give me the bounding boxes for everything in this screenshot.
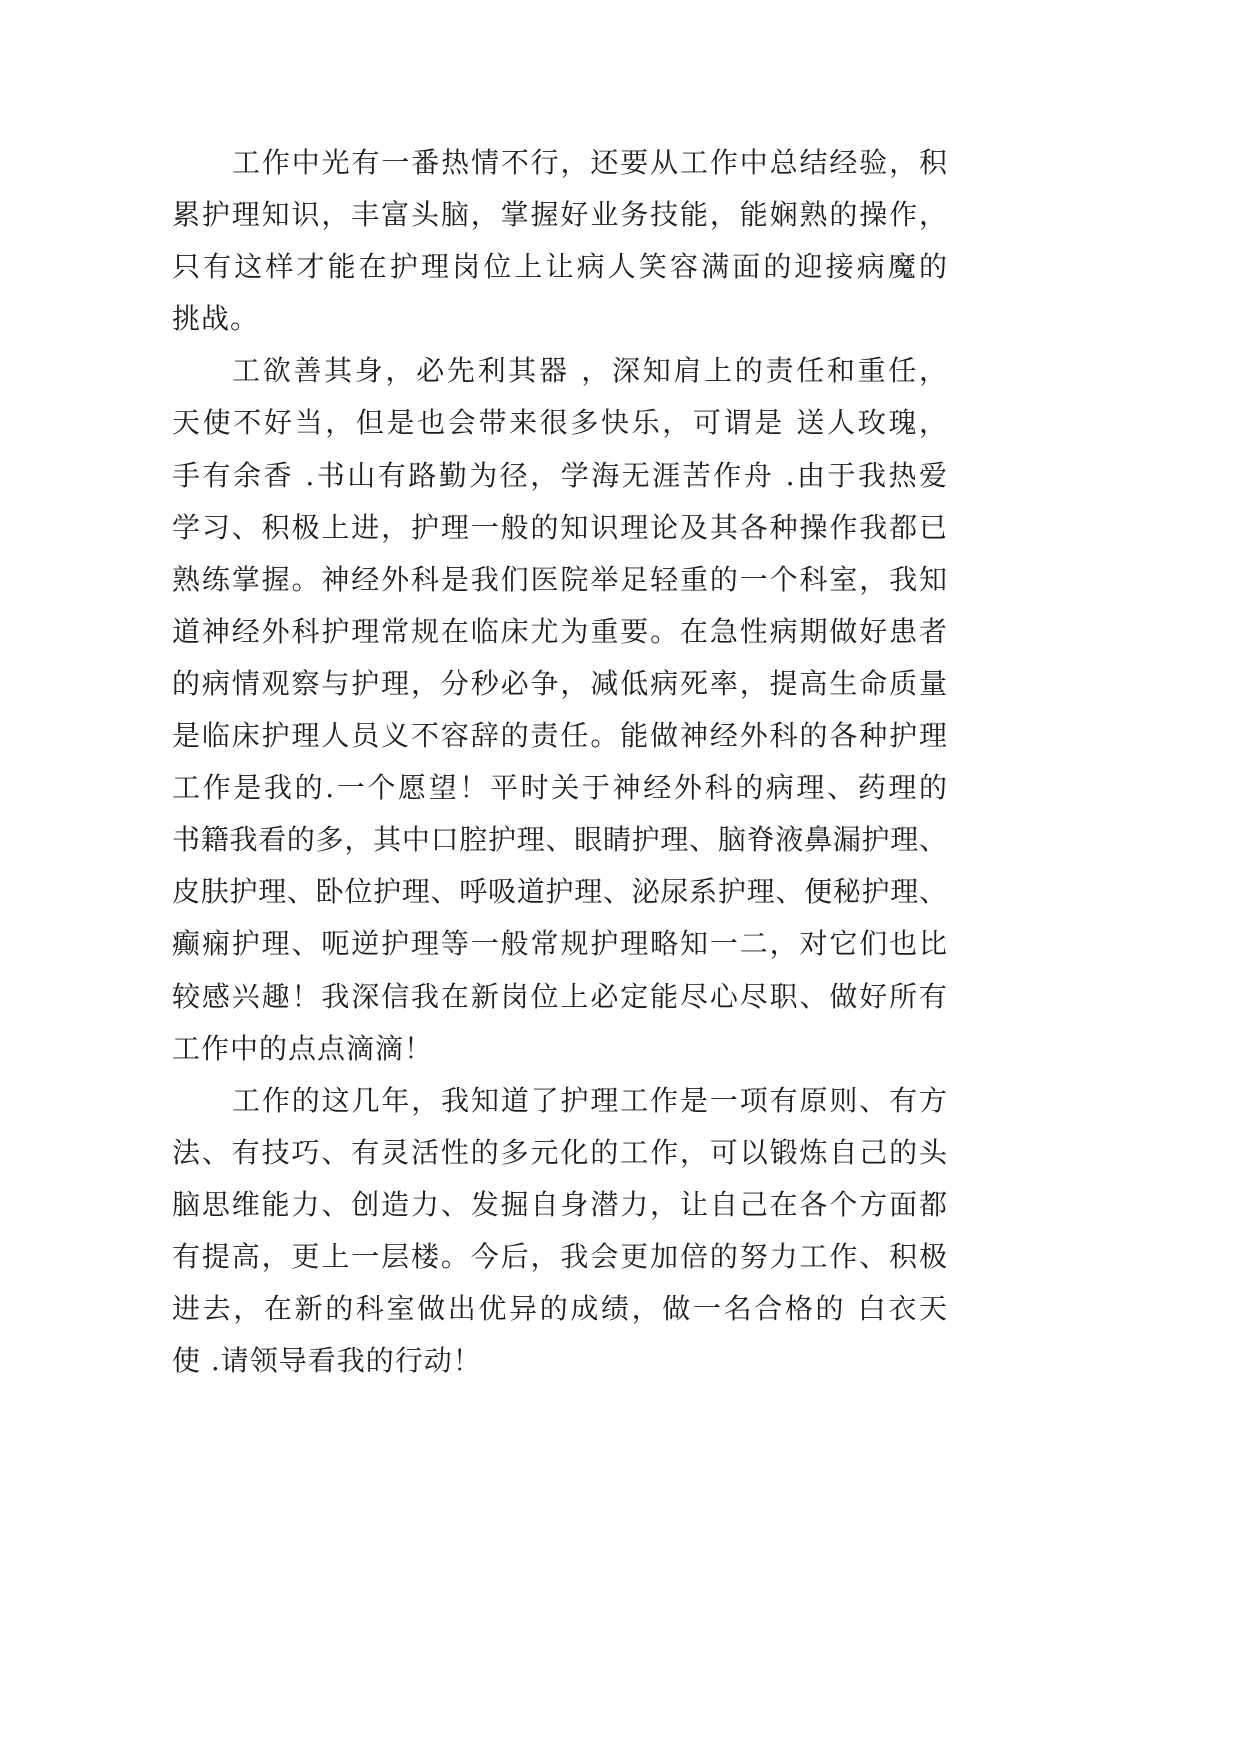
- text-line: 天使不好当，但是也会带来很多快乐，可谓是 送人玫瑰，: [172, 406, 947, 440]
- text-line: 进去，在新的科室做出优异的成绩，做一名合格的 白衣天: [172, 1292, 947, 1326]
- text-line: 学习、积极上进，护理一般的知识理论及其各种操作我都已: [172, 510, 947, 544]
- text-line: 有提高，更上一层楼。今后，我会更加倍的努力工作、积极: [172, 1239, 947, 1273]
- paragraph-2: [172, 345, 947, 1074]
- text-line: 法、有技巧、有灵活性的多元化的工作，可以锻炼自己的头: [172, 1135, 947, 1169]
- text-line: 的病情观察与护理，分秒必争，减低病死率，提高生命质量: [172, 666, 947, 700]
- text-line: 熟练掌握。神经外科是我们医院举足轻重的一个科室，我知: [172, 562, 947, 596]
- text-line: 工作中光有一番热情不行，还要从工作中总结经验，积: [232, 146, 947, 179]
- text-line: 挑战。: [172, 302, 260, 336]
- text-line: 工作是我的.一个愿望！平时关于神经外科的病理、药理的: [172, 771, 947, 805]
- paragraph-1: [172, 137, 947, 345]
- text-line: 手有余香 .书山有路勤为径，学海无涯苦作舟 .由于我热爱: [172, 458, 947, 492]
- text-line: 癫痫护理、呃逆护理等一般常规护理略知一二，对它们也比: [172, 927, 947, 961]
- text-line: 工作中的点点滴滴！: [172, 1031, 434, 1065]
- text-line: 使 .请领导看我的行动！: [172, 1344, 482, 1378]
- text-line: 只有这样才能在护理岗位上让病人笑容满面的迎接病魔的: [172, 250, 947, 284]
- text-line: 是临床护理人员义不容辞的责任。能做神经外科的各种护理: [172, 719, 947, 753]
- text-line: 工作的这几年，我知道了护理工作是一项有原则、有方: [232, 1083, 947, 1117]
- text-line: 脑思维能力、创造力、发掘自身潜力，让自己在各个方面都: [172, 1187, 947, 1221]
- text-line: 道神经外科护理常规在临床尤为重要。在急性病期做好患者: [172, 614, 947, 648]
- text-line: 较感兴趣！我深信我在新岗位上必定能尽心尽职、做好所有: [172, 979, 947, 1013]
- document-body: [172, 137, 947, 1387]
- paragraph-3: [172, 1075, 947, 1388]
- text-line: 工欲善其身，必先利其器 ，深知肩上的责任和重任，: [232, 354, 947, 388]
- text-line: 书籍我看的多，其中口腔护理、眼睛护理、脑脊液鼻漏护理、: [172, 823, 947, 857]
- text-line: 累护理知识，丰富头脑，掌握好业务技能，能娴熟的操作，: [172, 198, 947, 232]
- text-line: 皮肤护理、卧位护理、呼吸道护理、泌尿系护理、便秘护理、: [172, 875, 947, 909]
